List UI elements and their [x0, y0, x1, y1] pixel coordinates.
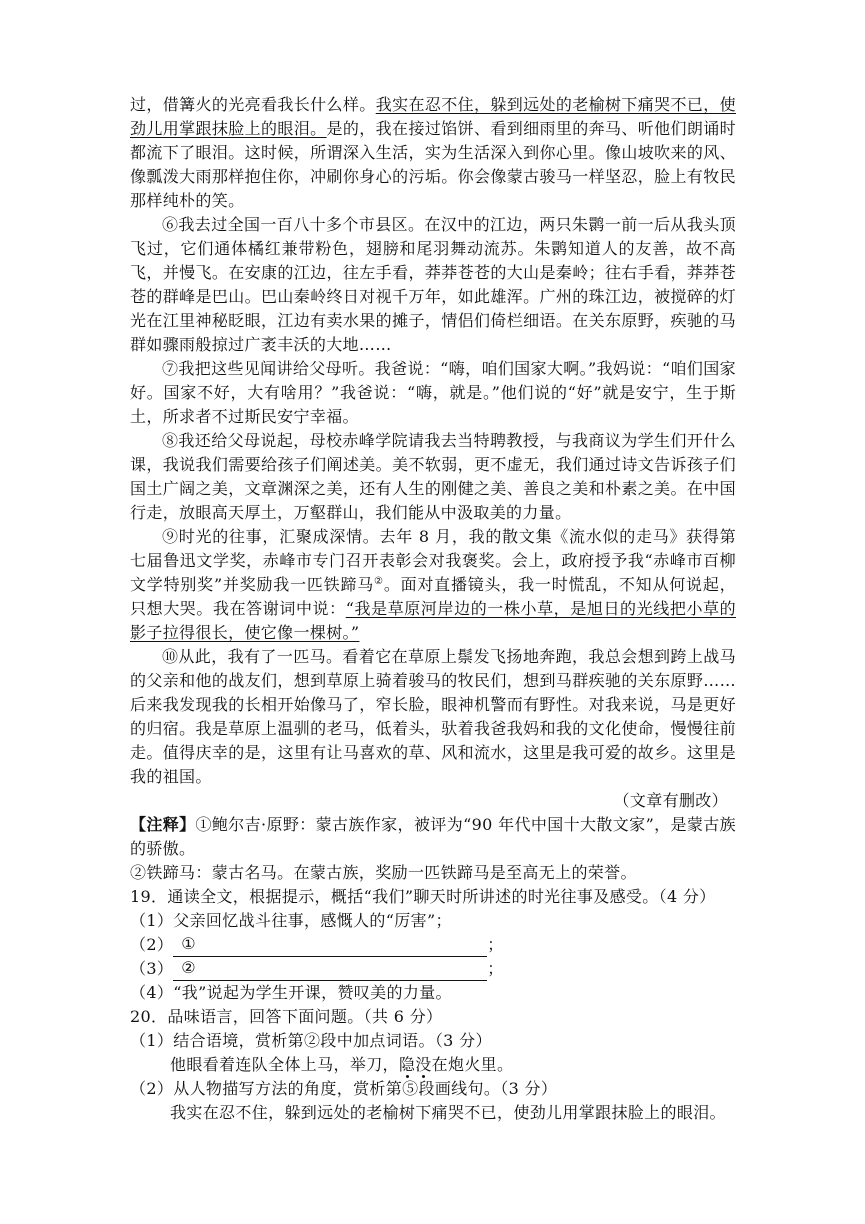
- item-punct: ；: [487, 935, 504, 954]
- question-19-title: 19．通读全文，根据提示，概括“我们”聊天时所讲述的时光往事及感受。（4 分）: [130, 887, 716, 906]
- question-20-sub-2: （2）从人物描写方法的角度，赏析第⑤段画线句。（3 分）: [130, 1079, 558, 1098]
- underlined-sentence: 我实在忍不住，躲到远处的老榆树下痛哭不已，使劲儿用掌跟抹脸上的眼泪。: [130, 95, 736, 138]
- footnote-1: [130, 813, 736, 861]
- footnote-tag: 【注释】: [130, 815, 196, 834]
- question-20-quote-2: 我实在忍不住，躲到远处的老榆树下痛哭不已，使劲儿用掌跟抹脸上的眼泪。: [170, 1103, 726, 1122]
- blank-number: ①: [181, 934, 196, 953]
- question-19-item-3: [130, 957, 736, 981]
- dotted-word-char: 没: [415, 1055, 432, 1074]
- paragraph-text: ⑨时光的往事，汇聚成深情。去年 8 月，我的散文集《流水似的走马》获得第七届鲁迅文学奖，赤峰市专门召开表彰会对我褒奖。会上，政府授予我“赤峰市百柳文学特别奖”并奖励我一匹铁蹄马: [130, 527, 736, 594]
- quote-text: 他眼看着连队全体上马，举刀，: [170, 1055, 399, 1074]
- question-20-sub-1: （1）结合语境，赏析第②段中加点词语。（3 分）: [130, 1031, 492, 1050]
- document-page: [130, 93, 736, 1125]
- item-number: （2）: [130, 935, 174, 954]
- question-20-title: 20．品味语言，回答下面问题。（共 6 分）: [130, 1007, 443, 1026]
- answer-blank-1[interactable]: [173, 934, 487, 957]
- footnote-marker: ②: [374, 576, 384, 587]
- blank-number: ②: [181, 958, 196, 977]
- paragraph-7: ⑦我把这些见闻讲给父母听。我爸说：“嗨，咱们国家大啊。”我妈说：“咱们国家好。国家不好，大有啥用？”我爸说：“嗨，就是。”他们说的“好”就是安宁，生于斯土，所求者不过斯民安宁幸福。: [130, 359, 736, 426]
- item-number: （3）: [130, 959, 174, 978]
- paragraph-10: ⑩从此，我有了一匹马。看着它在草原上鬃发飞扬地奔跑，我总会想到跨上战马的父亲和他的战友们，想到草原上骑着骏马的牧民们，想到马群疾驰的关东原野……后来我发现我的长相开始像马了，窄长脸，眼神机警而有野性。对我来说，马是更好的归宿。我是草原上温驯的老马，低着头，驮着我爸我妈和我的文化使命，慢慢往前走。值得庆幸的是，这里有让马喜欢的草、风和流水，这里是我可爱的故乡。这里是我的祖国。: [130, 647, 736, 786]
- paragraph-6: ⑥我去过全国一百八十多个市县区。在汉中的江边，两只朱鹮一前一后从我头顶飞过，它们通体橘红兼带粉色，翅膀和尾羽舞动流苏。朱鹮知道人的友善，故不高飞，并慢飞。在安康的江边，往左手看，莽莽苍苍的大山是秦岭；往右手看，莽莽苍苍的群峰是巴山。巴山秦岭终日对视千万年，如此雄浑。广州的珠江边，被搅碎的灯光在江里神秘眨眼，江边有卖水果的摊子，情侣们倚栏细语。在关东原野，疾驰的马群如骤雨般掠过广袤丰沃的大地……: [130, 215, 736, 354]
- paragraph-text: 是的，我在接过馅饼、看到细雨里的奔马、听他们朗诵时都流下了眼泪。这时候，所谓深入生活，实为生活深入到你心里。像山坡吹来的风、像瓢泼大雨那样抱住你，冲刷你身心的污垢。你会像蒙古骏马一样坚忍，脸上有牧民那样纯朴的笑。: [130, 119, 736, 210]
- question-20-quote-1: [130, 1053, 736, 1077]
- paragraph-8: ⑧我还给父母说起，母校赤峰学院请我去当特聘教授，与我商议为学生们开什么课，我说我们需要给孩子们阐述美。美不软弱，更不虚无，我们通过诗文告诉孩子们国土广阔之美，文章渊深之美，还有人生的刚健之美、善良之美和朴素之美。在中国行走，放眼高天厚土，万壑群山，我们能从中汲取美的力量。: [130, 431, 736, 522]
- footnote-text: ①鲍尔吉·原野：蒙古族作家，被评为“90 年代中国十大散文家”，是蒙古族的骄傲。: [130, 815, 736, 858]
- paragraph-text: 。面对直播镜头，我一时慌乱，不知从何说起，只想大哭。我在答谢词中说：: [130, 575, 736, 618]
- footnote-2: ②铁蹄马：蒙古名马。在蒙古族，奖励一匹铁蹄马是至高无上的荣誉。: [130, 863, 637, 882]
- source-note: （文章有删改）: [613, 791, 728, 810]
- underlined-sentence: “我是草原河岸边的一株小草，是旭日的光线把小草的影子拉得很长，使它像一棵树。”: [130, 599, 736, 642]
- paragraph-text: 过，借篝火的光亮看我长什么样。: [130, 95, 376, 114]
- question-19-item-4: （4）“我”说起为学生开课，赞叹美的力量。: [130, 983, 452, 1002]
- item-punct: ；: [487, 959, 504, 978]
- answer-blank-2[interactable]: [173, 958, 487, 981]
- question-19-item-1: （1）父亲回忆战斗往事，感慨人的“厉害”；: [130, 911, 452, 930]
- dotted-word-char: 隐: [398, 1055, 416, 1074]
- paragraph-9: [130, 525, 736, 645]
- question-19-item-2: [130, 933, 736, 957]
- quote-text: 在炮火里。: [431, 1055, 514, 1074]
- paragraph-5-continued: [130, 93, 736, 213]
